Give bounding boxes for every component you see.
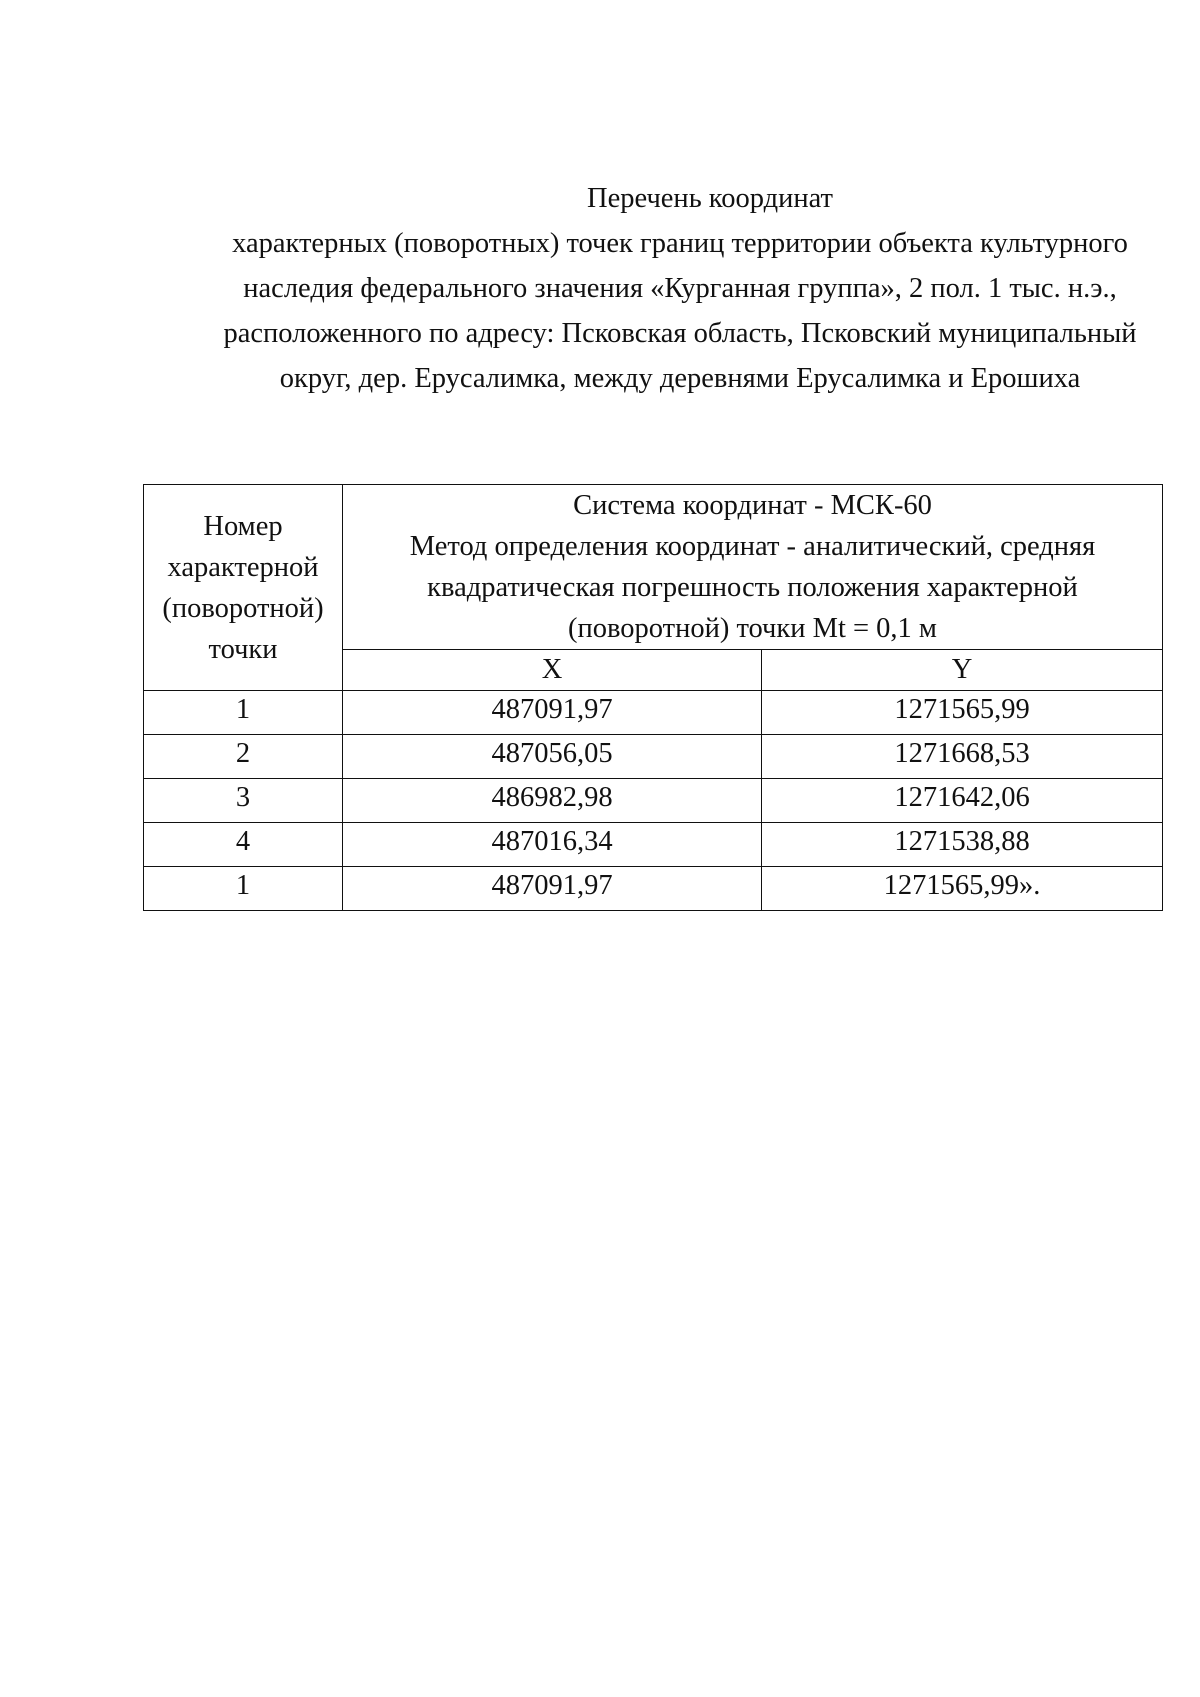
table-row: [144, 691, 1163, 735]
y-coordinate-cell: 1271565,99».: [762, 867, 1163, 911]
point-number-cell: 1: [144, 691, 343, 735]
heading-line: наследия федерального значения «Курганная группа», 2 пол. 1 тыс. н.э.,: [243, 273, 1117, 304]
table-header-row: [144, 485, 1163, 650]
point-number-cell: 1: [144, 867, 343, 911]
header-text-line: характерной: [167, 551, 319, 583]
x-coordinate-cell: 486982,98: [343, 779, 762, 823]
header-text-line: (поворотной): [162, 592, 324, 624]
y-coordinate-cell: 1271642,06: [762, 779, 1163, 823]
y-coordinate-cell: 1271565,99: [762, 691, 1163, 735]
table-row: [144, 823, 1163, 867]
table-row: [144, 735, 1163, 779]
x-coordinate-cell: 487091,97: [343, 691, 762, 735]
heading-line: характерных (поворотных) точек границ территории объекта культурного: [232, 228, 1128, 259]
header-text-line: точки: [208, 633, 278, 665]
y-coordinate-cell: 1271538,88: [762, 823, 1163, 867]
x-column-header: X: [343, 650, 762, 691]
x-coordinate-cell: 487056,05: [343, 735, 762, 779]
header-text-line: квадратическая погрешность положения характерной: [427, 572, 1078, 603]
point-number-cell: 2: [144, 735, 343, 779]
header-text-line: Номер: [203, 510, 283, 542]
x-coordinate-cell: 487091,97: [343, 867, 762, 911]
heading-line: Перечень координат: [587, 183, 833, 214]
header-text-line: Метод определения координат - аналитический, средняя: [409, 531, 1096, 562]
table-row: [144, 779, 1163, 823]
heading-line: округ, дер. Ерусалимка, между деревнями Ерусалимка и Ерошиха: [279, 363, 1081, 394]
point-number-header: [144, 485, 343, 691]
point-number-cell: 3: [144, 779, 343, 823]
y-column-header: Y: [762, 650, 1163, 691]
document-heading: [120, 176, 1200, 401]
y-coordinate-cell: 1271668,53: [762, 735, 1163, 779]
coordinates-table: [143, 484, 1163, 911]
header-text-line: Система координат - МСК-60: [573, 490, 932, 521]
table-row: [144, 867, 1163, 911]
heading-line: расположенного по адресу: Псковская область, Псковский муниципальный: [223, 318, 1137, 349]
coordinate-system-header: [343, 485, 1163, 650]
header-text-line: (поворотной) точки Mt = 0,1 м: [568, 613, 937, 644]
point-number-cell: 4: [144, 823, 343, 867]
x-coordinate-cell: 487016,34: [343, 823, 762, 867]
